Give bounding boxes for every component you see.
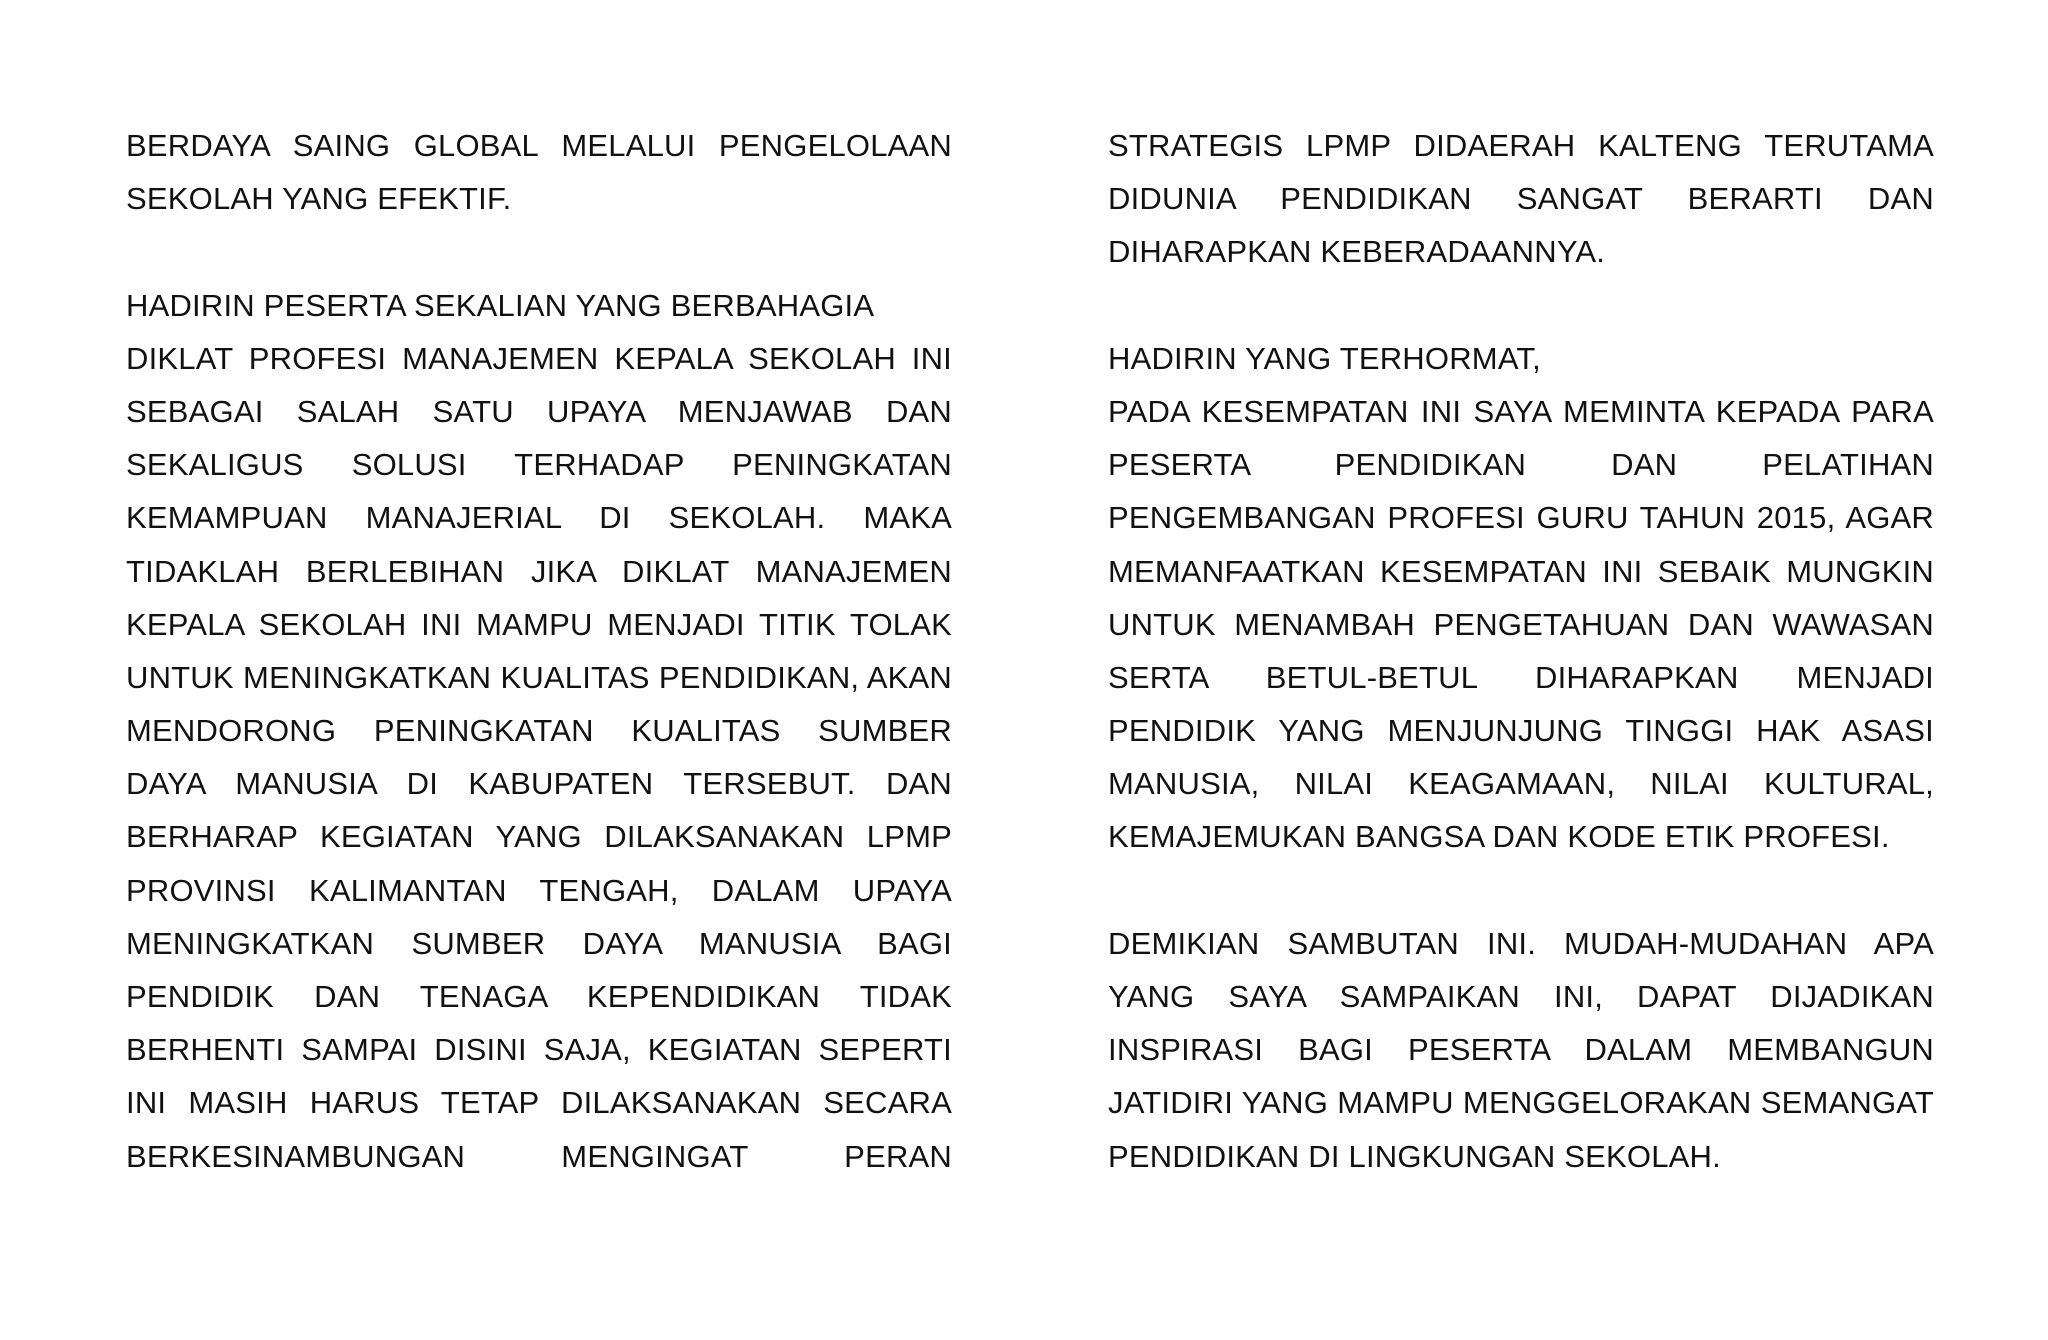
- text-line: BERDAYA SAING GLOBAL MELALUI PENGELOLAAN: [126, 128, 952, 163]
- text-line: BERKESINAMBUNGAN MENGINGAT PERAN: [126, 1138, 952, 1174]
- right-paragraph-3: [1108, 917, 1934, 1183]
- text-line: KEMAMPUAN MANAJERIAL DI SEKOLAH. MAKA: [126, 500, 952, 536]
- text-line: PENDIDIK YANG MENJUNJUNG TINGGI HAK ASASI: [1108, 713, 1934, 749]
- text-line: DIHARAPKAN KEBERADAANNYA.: [1108, 234, 1606, 270]
- text-line: BERHARAP KEGIATAN YANG DILAKSANAKAN LPMP: [126, 819, 952, 855]
- text-line: YANG SAYA SAMPAIKAN INI, DAPAT DIJADIKAN: [1108, 979, 1934, 1014]
- right-column: [1108, 119, 1934, 1183]
- text-line: SEBAGAI SALAH SATU UPAYA MENJAWAB DAN: [126, 393, 952, 429]
- text-line: PENGEMBANGAN PROFESI GURU TAHUN 2015, AGAR: [1108, 500, 1934, 536]
- text-line: TIDAKLAH BERLEBIHAN JIKA DIKLAT MANAJEMEN: [126, 553, 952, 589]
- text-line: STRATEGIS LPMP DIDAERAH KALTENG TERUTAMA: [1108, 128, 1934, 163]
- text-line: PENDIDIK DAN TENAGA KEPENDIDIKAN TIDAK: [126, 979, 952, 1014]
- text-line: MANUSIA, NILAI KEAGAMAAN, NILAI KULTURAL,: [1108, 766, 1934, 802]
- text-line: UNTUK MENINGKATKAN KUALITAS PENDIDIKAN, AKAN: [126, 659, 952, 695]
- text-line: MENINGKATKAN SUMBER DAYA MANUSIA BAGI: [126, 925, 952, 961]
- text-line: MENDORONG PENINGKATAN KUALITAS SUMBER: [126, 713, 952, 749]
- left-paragraph-2: [126, 279, 952, 1183]
- right-paragraph-2: [1108, 332, 1934, 864]
- text-line: DEMIKIAN SAMBUTAN INI. MUDAH-MUDAHAN APA: [1108, 925, 1934, 961]
- left-column: [126, 119, 952, 1183]
- text-line: KEMAJEMUKAN BANGSA DAN KODE ETIK PROFESI.: [1108, 819, 1890, 855]
- text-line: PROVINSI KALIMANTAN TENGAH, DALAM UPAYA: [126, 872, 952, 908]
- text-line: DIKLAT PROFESI MANAJEMEN KEPALA SEKOLAH INI: [126, 340, 952, 376]
- text-line: KEPALA SEKOLAH INI MAMPU MENJADI TITIK TOLAK: [126, 606, 952, 642]
- text-line: PADA KESEMPATAN INI SAYA MEMINTA KEPADA PARA: [1108, 393, 1934, 429]
- text-line: DAYA MANUSIA DI KABUPATEN TERSEBUT. DAN: [126, 766, 952, 802]
- left-paragraph-1: [126, 119, 952, 225]
- text-line: HADIRIN PESERTA SEKALIAN YANG BERBAHAGIA: [126, 287, 875, 323]
- text-line: INI MASIH HARUS TETAP DILAKSANAKAN SECARA: [126, 1085, 952, 1121]
- text-line: PESERTA PENDIDIKAN DAN PELATIHAN: [1108, 447, 1934, 483]
- text-line: MEMANFAATKAN KESEMPATAN INI SEBAIK MUNGKIN: [1108, 553, 1934, 589]
- text-line: SERTA BETUL-BETUL DIHARAPKAN MENJADI: [1108, 659, 1934, 695]
- text-line: BERHENTI SAMPAI DISINI SAJA, KEGIATAN SEPERTI: [126, 1032, 952, 1068]
- text-line: JATIDIRI YANG MAMPU MENGGELORAKAN SEMANGAT: [1108, 1085, 1934, 1121]
- text-line: SEKALIGUS SOLUSI TERHADAP PENINGKATAN: [126, 447, 952, 483]
- text-line: INSPIRASI BAGI PESERTA DALAM MEMBANGUN: [1108, 1032, 1934, 1068]
- text-line: UNTUK MENAMBAH PENGETAHUAN DAN WAWASAN: [1108, 606, 1934, 642]
- right-paragraph-1: [1108, 119, 1934, 279]
- text-line: SEKOLAH YANG EFEKTIF.: [126, 181, 512, 217]
- text-line: HADIRIN YANG TERHORMAT,: [1108, 340, 1541, 376]
- text-line: DIDUNIA PENDIDIKAN SANGAT BERARTI DAN: [1108, 181, 1934, 217]
- text-line: PENDIDIKAN DI LINGKUNGAN SEKOLAH.: [1108, 1138, 1721, 1174]
